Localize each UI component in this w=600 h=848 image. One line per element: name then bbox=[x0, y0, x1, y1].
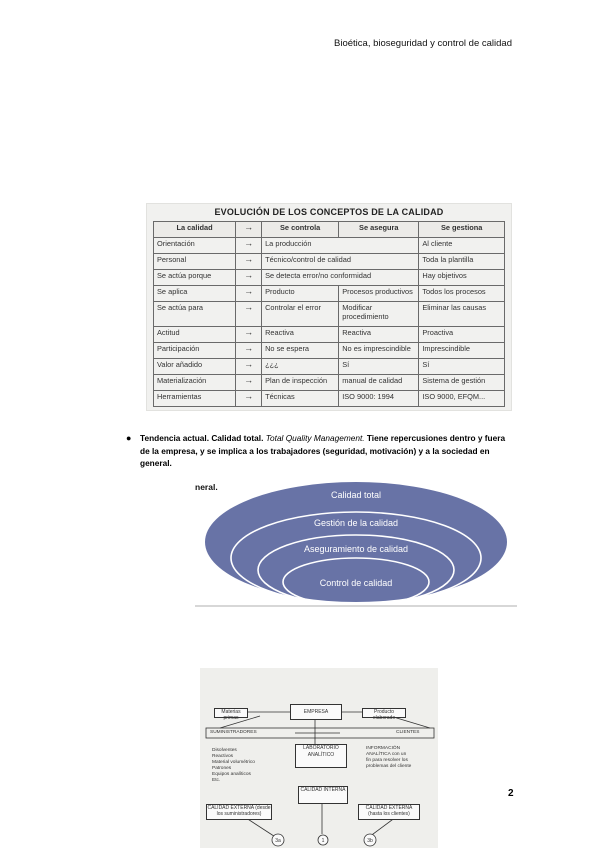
bullet-italic: Total Quality Management. bbox=[265, 433, 365, 443]
table-row bbox=[154, 302, 505, 327]
table-cell: Toda la plantilla bbox=[419, 254, 505, 270]
table-cell: Modificar procedimiento bbox=[339, 302, 419, 327]
table-cell: Sí bbox=[339, 359, 419, 375]
table-cell: Imprescindible bbox=[419, 343, 505, 359]
table-row bbox=[154, 270, 505, 286]
table-cell: Reactiva bbox=[339, 327, 419, 343]
calidad-interna-box: CALIDAD INTERNA bbox=[298, 786, 348, 804]
table-cell: Se aplica bbox=[154, 286, 236, 302]
table-cell: Orientación bbox=[154, 238, 236, 254]
table-cell: ISO 9000, EFQM... bbox=[419, 391, 505, 407]
table-cell: Hay objetivos bbox=[419, 270, 505, 286]
arrow-icon: → bbox=[236, 391, 262, 407]
level-label: Control de calidad bbox=[319, 578, 393, 588]
table-header-cell: Se gestiona bbox=[419, 222, 505, 238]
arrow-icon: → bbox=[236, 302, 262, 327]
circle-label: 3b bbox=[367, 838, 373, 844]
circle-label: 1 bbox=[321, 838, 325, 844]
table-cell: Participación bbox=[154, 343, 236, 359]
arrow-icon: → bbox=[236, 286, 262, 302]
table-cell: Al cliente bbox=[419, 238, 505, 254]
arrow-icon: → bbox=[236, 343, 262, 359]
arrow-icon: → bbox=[236, 238, 262, 254]
table-cell: Todos los procesos bbox=[419, 286, 505, 302]
table-cell: Proactiva bbox=[419, 327, 505, 343]
table-cell: Se actúa para bbox=[154, 302, 236, 327]
table-cell: Herramientas bbox=[154, 391, 236, 407]
producto-elaborado-box: Producto elaborado bbox=[362, 708, 406, 718]
table-row bbox=[154, 238, 505, 254]
table-row bbox=[154, 391, 505, 407]
empresa-box: EMPRESA bbox=[290, 704, 342, 720]
laboratorio-box: LABORATORIO ANALÍTICO bbox=[295, 744, 347, 768]
table-row bbox=[154, 327, 505, 343]
table-cell: Producto bbox=[262, 286, 339, 302]
table-cell: Se detecta error/no conformidad bbox=[262, 270, 419, 286]
arrow-icon: → bbox=[236, 270, 262, 286]
list-item: Etc. bbox=[212, 778, 221, 783]
table-cell: Materialización bbox=[154, 375, 236, 391]
quality-flow-diagram bbox=[200, 668, 438, 848]
table-row bbox=[154, 254, 505, 270]
list-item: Disolventes bbox=[212, 748, 237, 753]
table-header-cell: La calidad bbox=[154, 222, 236, 238]
materias-primas-box: Materias primas bbox=[214, 708, 248, 718]
list-item: Patrones bbox=[212, 766, 232, 771]
quality-levels-diagram bbox=[195, 474, 517, 609]
table-cell: Técnico/control de calidad bbox=[262, 254, 419, 270]
table-cell: Eliminar las causas bbox=[419, 302, 505, 327]
level-label: Gestión de la calidad bbox=[313, 518, 399, 528]
table-cell: ISO 9000: 1994 bbox=[339, 391, 419, 407]
arrow-icon: → bbox=[236, 327, 262, 343]
table-header-cell: Se asegura bbox=[339, 222, 419, 238]
table-row bbox=[154, 343, 505, 359]
table-cell: Controlar el error bbox=[262, 302, 339, 327]
table-row bbox=[154, 359, 505, 375]
supplies-list bbox=[212, 748, 255, 784]
table-cell: Sistema de gestión bbox=[419, 375, 505, 391]
page-number: 2 bbox=[508, 788, 514, 799]
list-item: Material volumétrico bbox=[212, 760, 255, 765]
bullet-icon: ● bbox=[126, 433, 132, 443]
arrow-icon: → bbox=[236, 375, 262, 391]
level-label: Aseguramiento de calidad bbox=[303, 544, 409, 554]
table-cell: La producción bbox=[262, 238, 419, 254]
table-row bbox=[154, 375, 505, 391]
list-item: Equipos analíticos bbox=[212, 772, 251, 777]
table-header-cell: Se controla bbox=[262, 222, 339, 238]
table-cell: Actitud bbox=[154, 327, 236, 343]
bullet-lead: Tendencia actual. Calidad total. bbox=[140, 433, 264, 443]
table-cell: Reactiva bbox=[262, 327, 339, 343]
arrow-icon: → bbox=[236, 254, 262, 270]
level-label: Calidad total bbox=[330, 490, 382, 500]
circle-label: 3a bbox=[275, 838, 281, 844]
ellipse-diagram-svg bbox=[195, 474, 517, 609]
table-cell: manual de calidad bbox=[339, 375, 419, 391]
table-cell: Valor añadido bbox=[154, 359, 236, 375]
clientes-label: CLIENTES bbox=[396, 730, 420, 735]
table-row bbox=[154, 286, 505, 302]
suministradores-label: SUMINISTRADORES bbox=[210, 730, 257, 735]
table-title: EVOLUCIÓN DE LOS CONCEPTOS DE LA CALIDAD bbox=[214, 207, 444, 217]
calidad-externa-right-box: CALIDAD EXTERNA (hasta los clientes) bbox=[358, 804, 420, 820]
table-cell: Plan de inspección bbox=[262, 375, 339, 391]
arrow-icon: → bbox=[236, 222, 262, 238]
table-cell: Técnicas bbox=[262, 391, 339, 407]
table-header-row bbox=[154, 222, 505, 238]
table-cell: Sí bbox=[419, 359, 505, 375]
calidad-externa-left-box: CALIDAD EXTERNA (desde los suministradores) bbox=[206, 804, 272, 820]
info-analitica-text: INFORMACIÓN ANALÍTICA con un fin para resolver los problemas del cliente bbox=[366, 746, 412, 769]
table-cell: Se actúa porque bbox=[154, 270, 236, 286]
arrow-icon: → bbox=[236, 359, 262, 375]
cropped-text: neral. bbox=[195, 482, 218, 492]
table-cell: ¿¿¿ bbox=[262, 359, 339, 375]
list-item: Reactivos bbox=[212, 754, 234, 759]
table-cell: No se espera bbox=[262, 343, 339, 359]
page-header: Bioética, bioseguridad y control de calidad bbox=[334, 38, 512, 49]
divider bbox=[195, 605, 517, 607]
quality-evolution-table bbox=[153, 221, 505, 407]
quality-evolution-table-figure bbox=[146, 203, 512, 411]
table-cell: Procesos productivos bbox=[339, 286, 419, 302]
table-cell: Personal bbox=[154, 254, 236, 270]
table-cell: No es imprescindible bbox=[339, 343, 419, 359]
bullet-rest: Tiene repercusiones dentro y fuera de la empresa, y se implica a los trabajadores (seguridad, motivación) y a la sociedad en general. bbox=[140, 433, 506, 468]
bullet-paragraph bbox=[126, 432, 512, 470]
